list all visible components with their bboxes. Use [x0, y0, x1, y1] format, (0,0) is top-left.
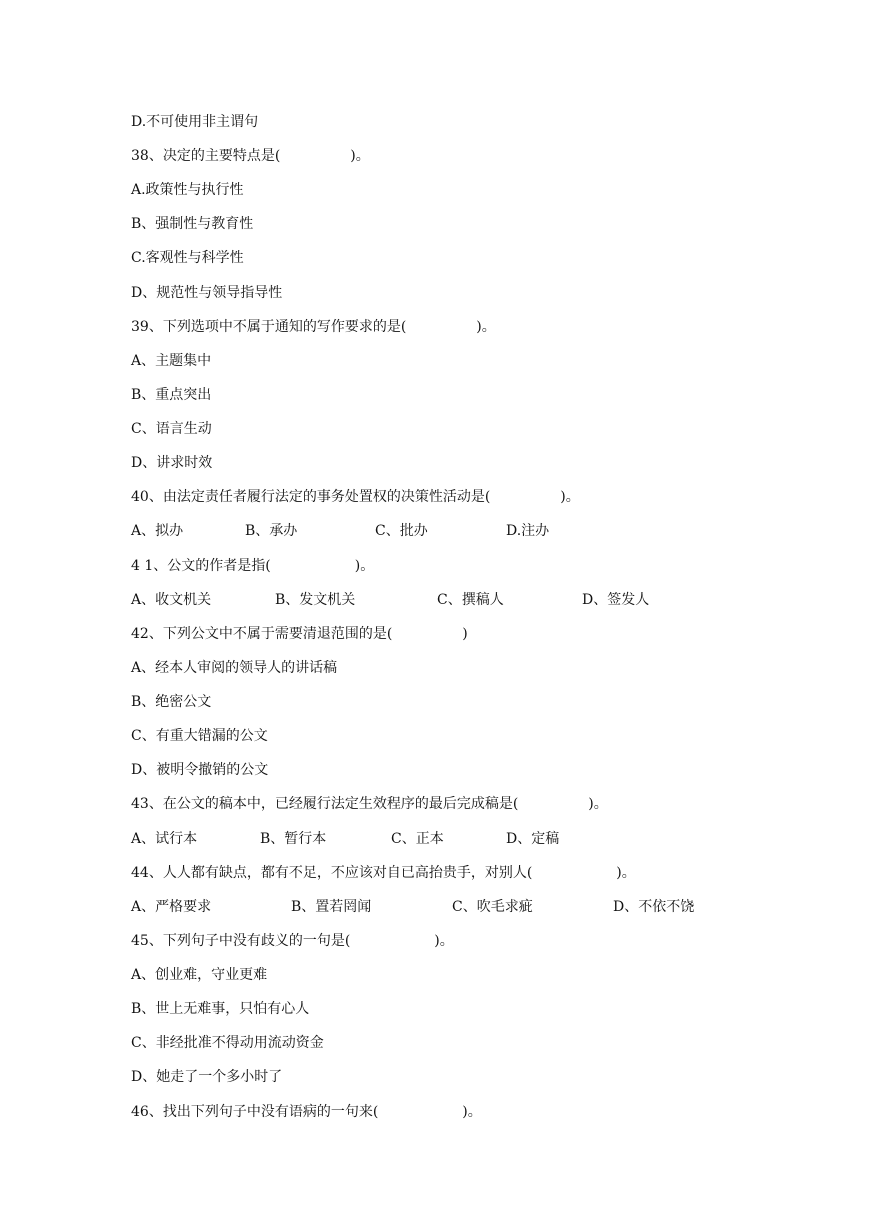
- q41-option-d: D、签发人: [582, 592, 650, 608]
- q38-option-a: A.政策性与执行性: [131, 182, 244, 198]
- q45-option-a: A、创业难，守业更难: [131, 967, 268, 983]
- q37-option-d: D.不可使用非主谓句: [131, 114, 259, 130]
- q39-option-a: A、主题集中: [131, 353, 212, 369]
- q41-question: 4 1、公文的作者是指( )。: [131, 558, 375, 574]
- q43-option-d: D、定稿: [506, 831, 560, 847]
- q43-option-c: C、正本: [391, 831, 444, 847]
- q38-option-c: C.客观性与科学性: [131, 250, 244, 266]
- q38-option-b: B、强制性与教育性: [131, 216, 254, 232]
- q43-question: 43、在公文的稿本中，已经履行法定生效程序的最后完成稿是( )。: [131, 796, 608, 812]
- q44-option-d: D、不依不饶: [613, 899, 695, 915]
- q39-option-c: C、语言生动: [131, 421, 212, 437]
- q45-option-c: C、非经批准不得动用流动资金: [131, 1035, 324, 1051]
- q41-option-a: A、收文机关: [131, 592, 212, 608]
- q42-option-a: A、经本人审阅的领导人的讲话稿: [131, 660, 338, 676]
- q41-option-b: B、发文机关: [275, 592, 356, 608]
- q38-option-d: D、规范性与领导指导性: [131, 285, 283, 301]
- q40-option-d: D.注办: [506, 523, 550, 539]
- q46-question: 46、找出下列句子中没有语病的一句来( )。: [131, 1104, 482, 1120]
- q40-option-c: C、批办: [375, 523, 428, 539]
- q42-question: 42、下列公文中不属于需要清退范围的是( ): [131, 626, 468, 642]
- q39-option-d: D、讲求时效: [131, 455, 213, 471]
- q40-question: 40、由法定责任者履行法定的事务处置权的决策性活动是( )。: [131, 489, 580, 505]
- q45-option-d: D、她走了一个多小时了: [131, 1069, 283, 1085]
- q42-option-d: D、被明令撤销的公文: [131, 762, 269, 778]
- q45-option-b: B、世上无难事，只怕有心人: [131, 1001, 310, 1017]
- q39-option-b: B、重点突出: [131, 387, 212, 403]
- q44-question: 44、人人都有缺点，都有不足，不应该对自已高抬贵手，对别人( )。: [131, 865, 636, 881]
- q42-option-b: B、绝密公文: [131, 694, 212, 710]
- q40-option-b: B、承办: [245, 523, 298, 539]
- q43-option-a: A、试行本: [131, 831, 198, 847]
- q38-question: 38、决定的主要特点是( )。: [131, 148, 370, 164]
- q43-option-b: B、暂行本: [260, 831, 327, 847]
- q39-question: 39、下列选项中不属于通知的写作要求的是( )。: [131, 319, 496, 335]
- q41-option-c: C、撰稿人: [437, 592, 504, 608]
- q40-option-a: A、拟办: [131, 523, 184, 539]
- q42-option-c: C、有重大错漏的公文: [131, 728, 268, 744]
- q45-question: 45、下列句子中没有歧义的一句是( )。: [131, 933, 454, 949]
- q44-option-a: A、严格要求: [131, 899, 212, 915]
- q44-option-c: C、吹毛求疵: [452, 899, 533, 915]
- q44-option-b: B、置若罔闻: [291, 899, 372, 915]
